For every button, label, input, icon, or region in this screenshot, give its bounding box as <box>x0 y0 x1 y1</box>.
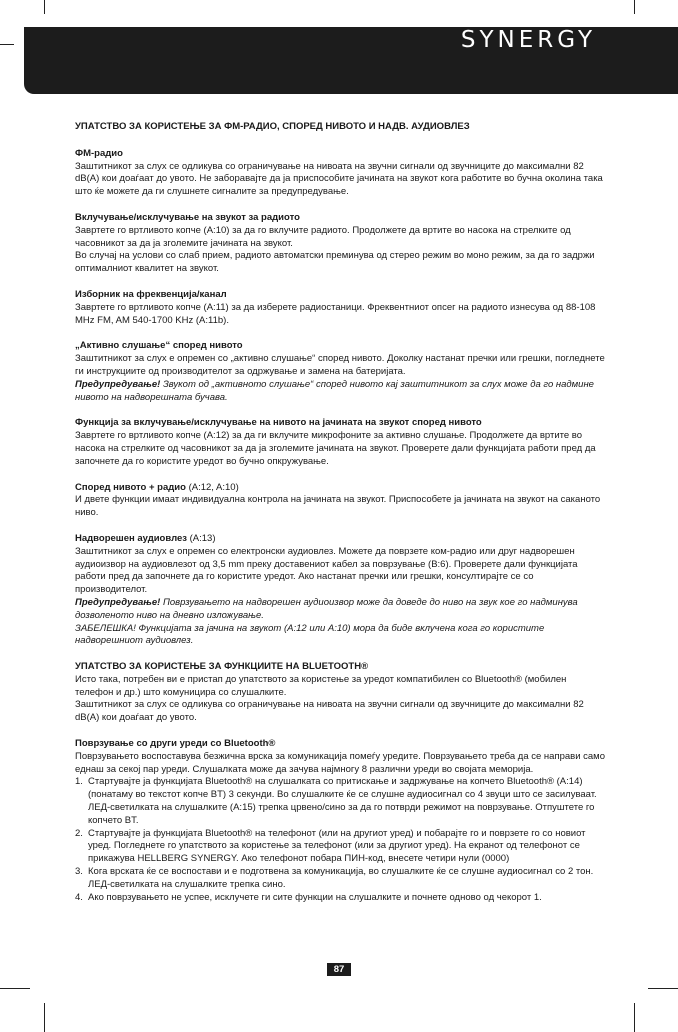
section-heading: Според нивото + радио <box>75 481 186 493</box>
paragraph: Завртете го вртливото копче (A:12) за да ги вклучите микрофоните за активно слушање. Продолжете да вртите во насока на стрелките од часовникот за да ја зголемите јачината на звукот. Проверете дали функцијата работи пред да започнете да го користите уредот во бучно опкружување. <box>75 430 596 467</box>
step-text: Ако поврзувањето не успее, исклучете ги сите функции на слушалките и почнете одново од чекорот 1. <box>88 891 542 903</box>
brand-logo: SYNERGY <box>460 27 596 53</box>
document-body <box>75 121 607 904</box>
section-heading: УПАТСТВО ЗА КОРИСТЕЊЕ ЗА ФУНКЦИИТЕ НА BLUETOOTH® <box>75 661 369 673</box>
step-text: Стартувајте ја функцијата Bluetooth® на телефонот (или на другиот уред) и побарајте го и поврзете го со новиот уред. Погледнете го упатството за користење за телефонот (или за другиот уред). На екранот од телефонот се прикажува HELLBERG SYNERGY. Ако телефонот побара ПИН-код, внесете четири нули (0000) <box>88 827 586 865</box>
crop-mark <box>0 988 30 989</box>
section-level-radio <box>75 482 607 520</box>
section-ref: (A:13) <box>187 532 216 544</box>
paragraph: Завртете го вртливото копче (A:10) за да го вклучите радиото. Продолжете да вртите во насока на стрелките од часовникот за да ја зголемите јачината на звукот. <box>75 224 571 249</box>
step-number: 2. <box>75 827 83 839</box>
paragraph: Заштитникот за слух е опремен со електронски аудиовлез. Можете да поврзете ком-радио или друг надворешен аудиоизвор на аудиовлезот од 3,5 mm преку доставениот кабел за поврзување (B:6). Проверете дали функцијата работи пред да започнете да го користите уредот. Ако настанат пречки или грешки, консултирајте се со производителот. <box>75 545 578 596</box>
section-bluetooth <box>75 661 607 725</box>
list-item <box>75 776 607 827</box>
list-item <box>75 828 607 866</box>
crop-mark <box>44 0 45 14</box>
list-item <box>75 892 607 905</box>
crop-mark <box>634 0 635 14</box>
paragraph: Заштитникот за слух се одликува со ограничување на нивоата на звучни сигнали од звучниците до максимални 82 dB(A) кои доаѓаат до увото. <box>75 699 584 724</box>
step-text: Стартувајте ја функцијата Bluetooth® на слушалката со притискање и задржување на копчето Bluetooth® (A:14) (понатаму во текстот копче BT) 3 секунди. Во слушалките ќе се слушне аудиосигнал со 4 звуци што се засилуваат. ЛЕД-светилката на слушалките (A:15) трепка црвено/сино за да го потврди режимот на поврзување. Отпуштете го копчето BT. <box>88 776 597 826</box>
section-heading: Изборник на фреквенција/канал <box>75 288 227 300</box>
page-number: 87 <box>327 963 351 976</box>
paragraph: Заштитникот за слух се одликува со ограничување на нивоата на звучни сигнали од звучниците до максимални 82 dB(A) кои доаѓаат до увото. Не заборавајте да ја приспособите јачината на звукот кога работите во бучна околина така што ќе можете да ги слушнете сигналите за предупредување. <box>75 160 603 198</box>
paragraph: И двете функции имаат индивидуална контрола на јачината на звукот. Приспособете ја јачината на звукот на саканото ниво. <box>75 494 601 519</box>
warning <box>75 597 607 623</box>
section-heading: Поврзување со други уреди со Bluetooth® <box>75 738 276 750</box>
section-active-listening <box>75 340 607 404</box>
steps-list <box>75 776 607 904</box>
section-frequency <box>75 289 607 327</box>
warning-label: Предупредување! <box>75 378 161 390</box>
section-audio-input <box>75 533 607 648</box>
warning-label: Предупредување! <box>75 596 161 608</box>
section-level-toggle <box>75 417 607 468</box>
step-number: 4. <box>75 891 83 903</box>
warning <box>75 379 607 405</box>
paragraph: Завртете го вртливото копче (A:11) за да изберете радиостаници. Фреквентниот опсег на радиото изнесува од 88-108 MHz FM, AM 540-1700 KHz (A:11b). <box>75 301 596 326</box>
paragraph: Во случај на услови со слаб прием, радиото автоматски преминува од стерео режим во моно режим, за да го задржи оптималниот квалитет на звукот. <box>75 250 595 275</box>
page-title: УПАТСТВО ЗА КОРИСТЕЊЕ ЗА ФМ-РАДИО, СПОРЕД НИВОТО И НАДВ. АУДИОВЛЕЗ <box>75 121 470 132</box>
section-heading: „Активно слушање“ според нивото <box>75 340 243 352</box>
warning-text: Поврзувањето на надворешен аудиоизвор може да доведе до ниво на звук кое го надминува дозволеното ниво на дневно изложување. <box>75 596 578 621</box>
section-ref: (A:12, A:10) <box>185 481 239 493</box>
section-fm-radio <box>75 148 607 199</box>
section-bluetooth-pairing <box>75 738 607 904</box>
paragraph: Заштитникот за слух е опремен со „активно слушање“ според нивото. Доколку настанат пречки или грешки, погледнете ги инструкциите од производителот за одржување и замена на батеријата. <box>75 353 605 377</box>
crop-mark <box>0 44 14 45</box>
step-number: 3. <box>75 866 83 878</box>
step-number: 1. <box>75 776 83 788</box>
list-item <box>75 866 607 892</box>
crop-mark <box>648 988 678 989</box>
crop-mark <box>44 1003 45 1032</box>
section-heading: ФМ-радио <box>75 147 123 159</box>
paragraph: Поврзувањето воспоставува безжична врска за комуникација помеѓу уредите. Поврзувањето треба да се направи само еднаш за секој пар уреди. Слушалката може да зачува најмногу 8 различни уреди во својата меморија. <box>75 750 605 775</box>
section-heading: Вклучување/исклучување на звукот за радиото <box>75 211 300 223</box>
warning-text: Звукот од „активното слушање“ според нивото кај заштитникот за слух може да го надмине нивото на надворешната бучава. <box>75 378 594 403</box>
section-radio-power <box>75 212 607 276</box>
section-heading: Надворешен аудиовлез <box>75 532 187 544</box>
note: ЗАБЕЛЕШКА! Функцијата за јачина на звукот (A:12 или A:10) мора да биде вклучена кога го користите надворешниот аудиовлез. <box>75 622 545 647</box>
paragraph: Исто така, потребен ви е пристап до упатството за користење за уредот компатибилен со Bluetooth® (мобилен телефон и др.) што комуницира со слушалките. <box>75 673 567 698</box>
crop-mark <box>634 1003 635 1032</box>
section-heading: Функција за вклучување/исклучување на нивото на јачината на звукот според нивото <box>75 417 482 429</box>
step-text: Кога врската ќе се воспостави и е подготвена за комуникација, во слушалките ќе се слушне аудиосигнал со 2 тон. ЛЕД-светилката на слушалките трепка сино. <box>88 866 594 890</box>
